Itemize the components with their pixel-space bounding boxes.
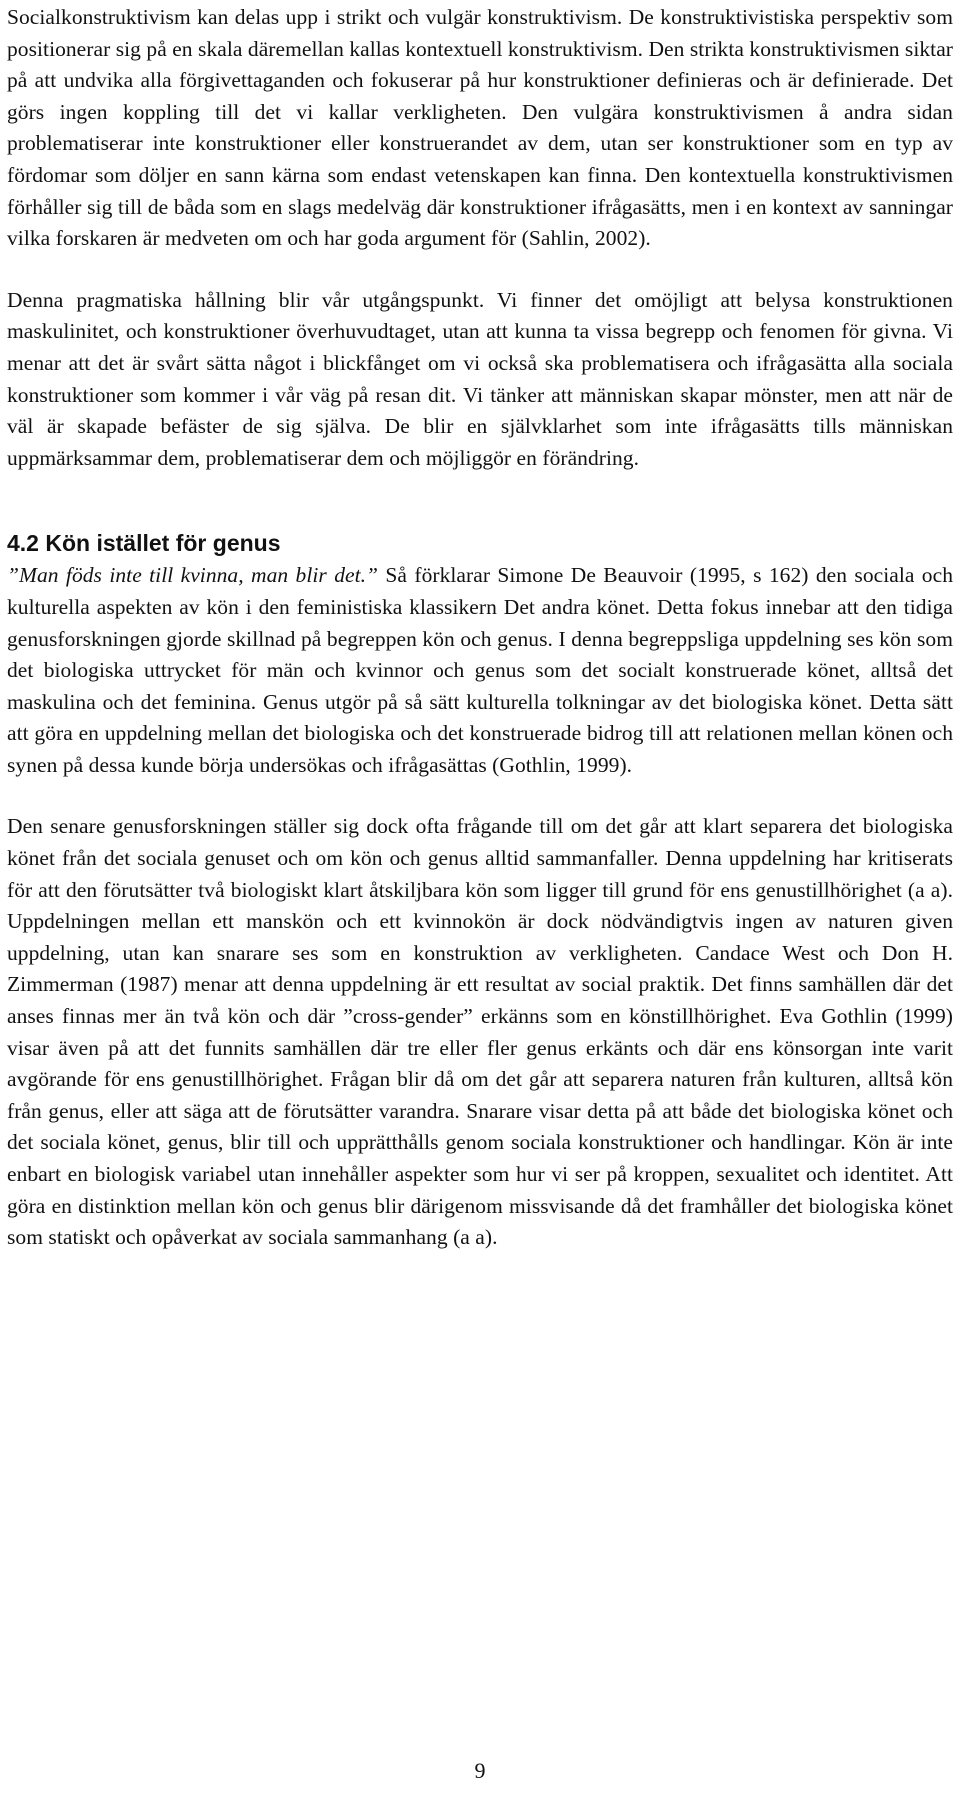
paragraph-later-gender-research: Den senare genusforskningen ställer sig dock ofta frågande till om det går att klart separera det biologiska könet från det sociala genuset och om kön och genus alltid sammanfaller. Denna uppdelning har kritiserats för att den förutsätter två biologiskt klart åtskiljbara kön som ligger till grund för ens genustillhörighet (a a). Uppdelningen mellan ett manskön och ett kvinnokön är dock nödvändigtvis ingen av naturen given uppdelning, utan kan snarare ses som en konstruktion av verkligheten. Candace West och Don H. Zimmerman (1987) menar att denna uppdelning är ett resultat av social praktik. Det finns samhällen där det anses finnas mer än två kön och där ”cross-gender” erkänns som en könstillhörighet. Eva Gothlin (1999) visar även på att det funnits samhällen där tre eller fler genus erkänts och där ens könsorgan inte varit avgörande för ens genustillhörighet. Frågan blir då om det går att separera naturen från kulturen, alltså kön från genus, eller att säga att de förutsätter varandra. Snarare visar detta på att både det biologiska könet och det sociala könet, genus, blir till och upprätthålls genom sociala konstruktioner och handlingar. Kön är inte enbart en biologisk variabel utan innehåller aspekter som hur vi ser på kroppen, sexualitet och identitet. Att göra en distinktion mellan kön och genus blir därigenom missvisande då det framhåller det biologiska könet som statiskt och opåverkat av sociala sammanhang (a a).: [7, 814, 953, 1250]
paragraph-beauvoir: [7, 560, 953, 781]
beauvoir-paragraph-text: Så förklarar Simone De Beauvoir (1995, s 162) den sociala och kulturella aspekten av kön i den feministiska klassikern Det andra könet. Detta fokus innebar att den tidiga genusforskningen gjorde skillnad på begreppen kön och genus. I denna begreppsliga uppdelning ses kön som det biologiska uttrycket för män och kvinnor och genus som det socialt konstruerade könet, alltså det maskulina och det feminina. Genus utgör på så sätt kulturella tolkningar av det biologiska könet. Detta sätt att göra en uppdelning mellan det biologiska och det konstruerade bidrog till att relationen mellan könen och synen på dessa kunde börja undersökas och ifrågasättas (Gothlin, 1999).: [7, 563, 954, 777]
paragraph-constructivism: Socialkonstruktivism kan delas upp i strikt och vulgär konstruktivism. De konstruktivistiska perspektiv som positionerar sig på en skala däremellan kallas kontextuell konstruktivism. Den strikta konstruktivismen siktar på att undvika alla förgivettaganden och fokuserar på hur konstruktioner definieras och är definierade. Det görs ingen koppling till det vi kallar verkligheten. Den vulgära konstruktivismen å andra sidan problematiserar inte konstruktioner eller konstruerandet av dem, utan ser konstruktioner som en typ av fördomar som döljer en sann kärna som endast vetenskapen kan finna. Den kontextuella konstruktivismen förhåller sig till de båda som en slags medelväg där konstruktioner ifrågasätts, men i en kontext av sanningar vilka forskaren är medveten om och har goda argument för (Sahlin, 2002).: [7, 5, 953, 251]
page-number: 9: [474, 1758, 486, 1783]
paragraph-pragmatic-stance: Denna pragmatiska hållning blir vår utgångspunkt. Vi finner det omöjligt att belysa konstruktionen maskulinitet, och konstruktioner överhuvudtaget, utan att kunna ta vissa begrepp och fenomen för givna. Vi menar att det är svårt sätta något i blickfånget om vi också ska problematisera och ifrågasätta alla sociala konstruktioner som kommer i vår väg på resan dit. Vi tänker att människan skapar mönster, men att när de väl är skapade befäster de sig själva. De blir en självklarhet som inte ifrågasätts tills människan uppmärksammar dem, problematiserar dem och möjliggör en förändring.: [7, 287, 953, 470]
beauvoir-quote: ”Man föds inte till kvinna, man blir det.”: [7, 563, 379, 588]
section-heading: 4.2 Kön istället för genus: [7, 530, 281, 557]
spacer: [7, 474, 953, 526]
page-body: [7, 2, 953, 1254]
